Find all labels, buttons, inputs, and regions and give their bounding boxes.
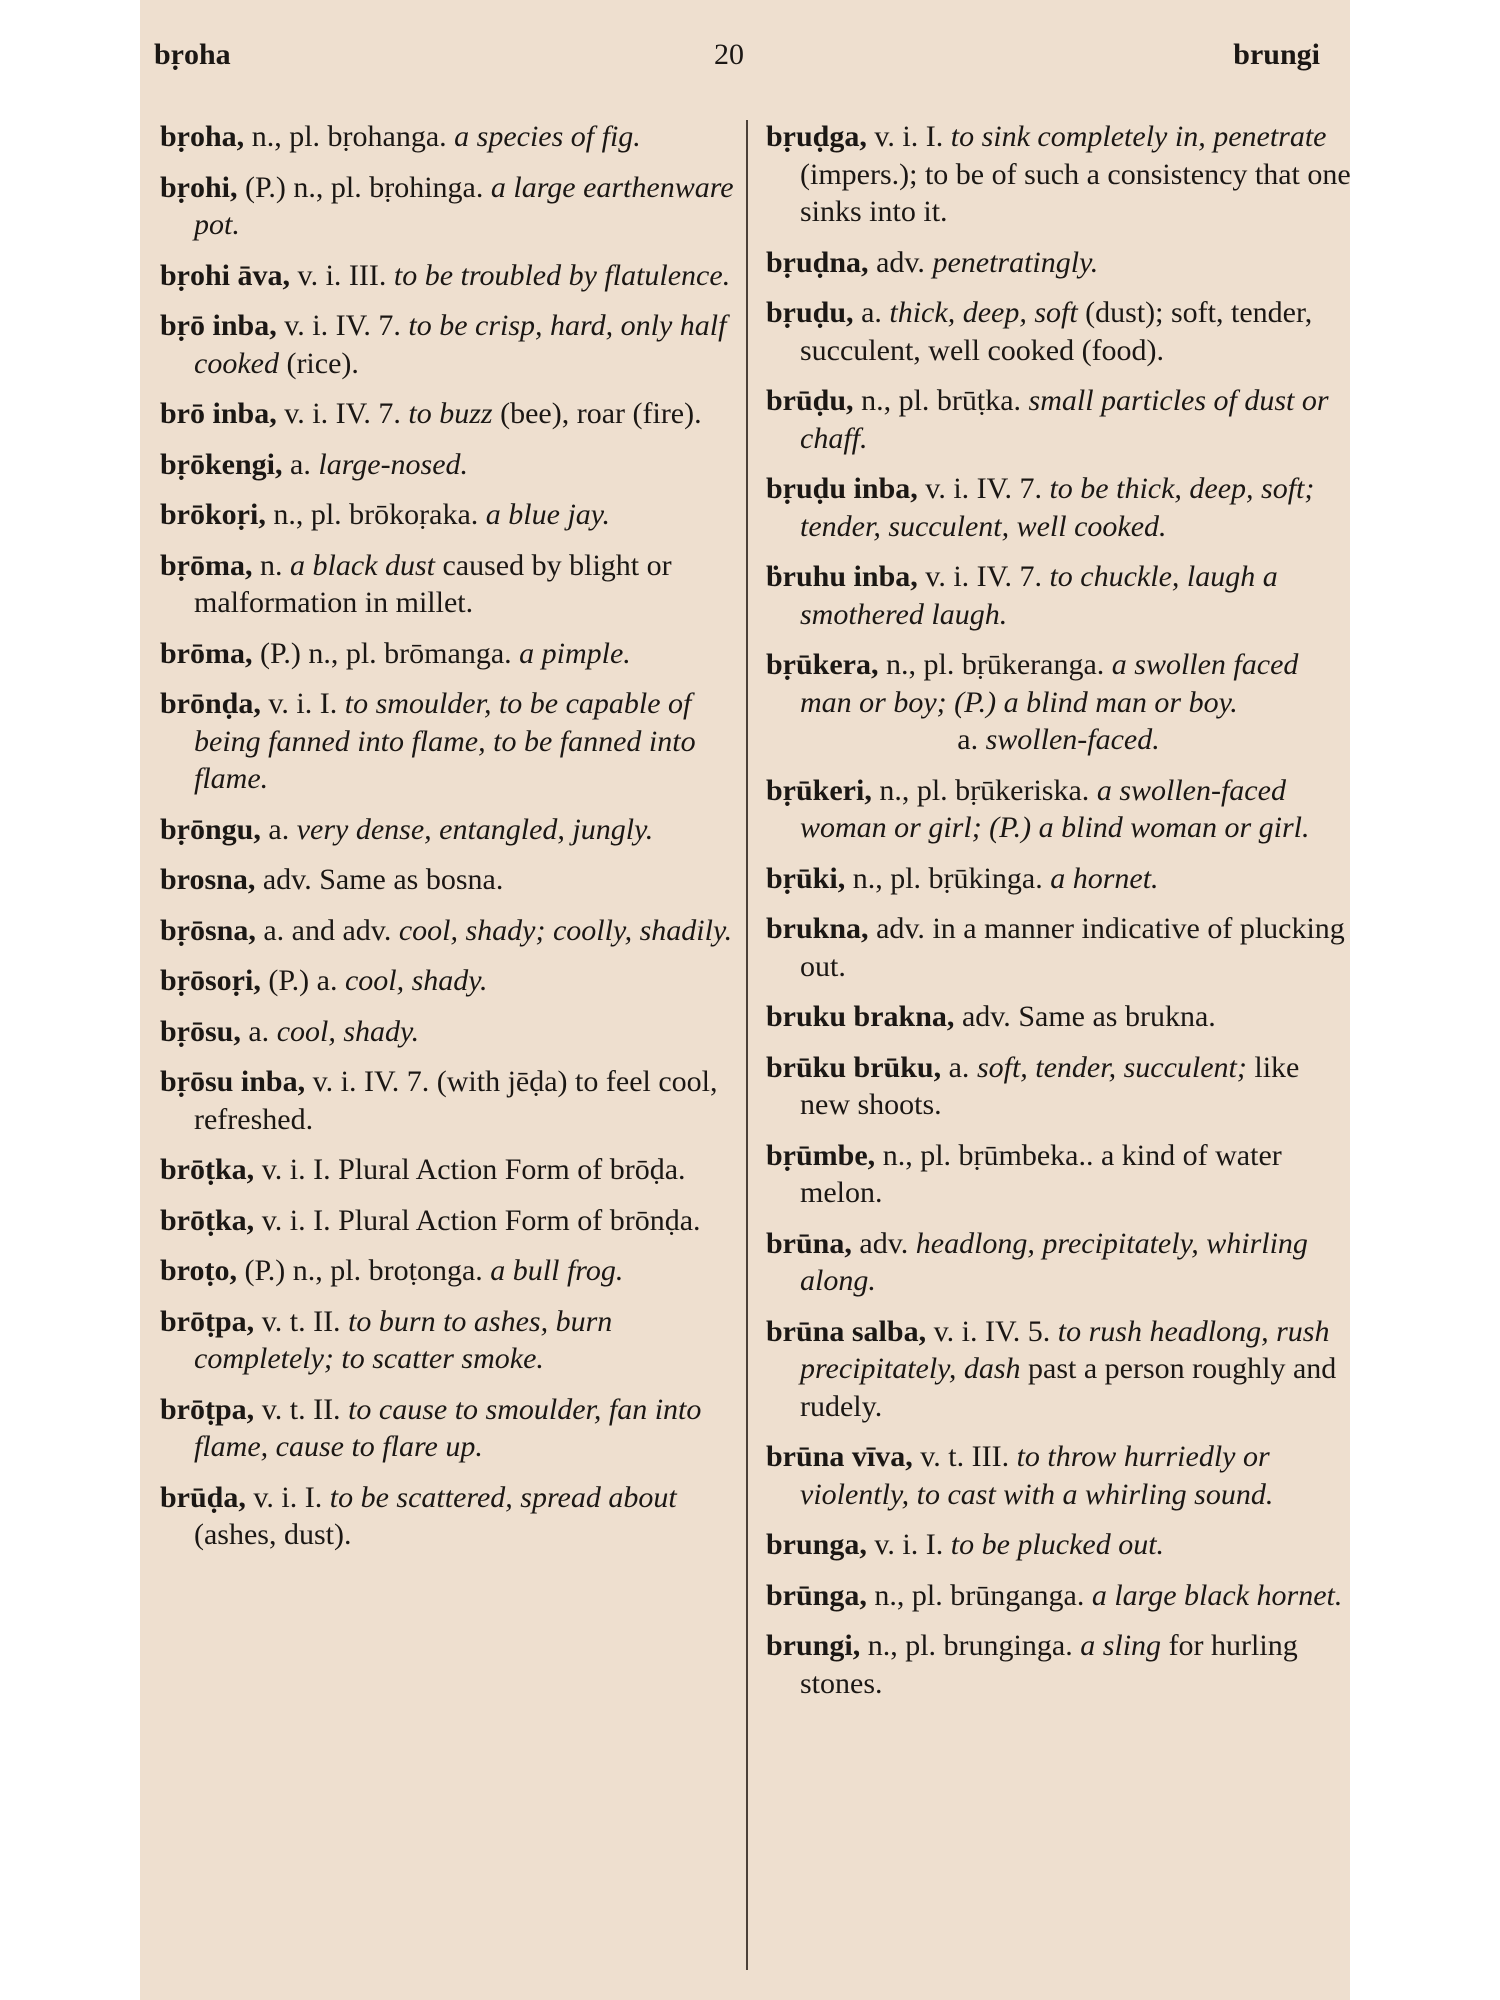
dictionary-entry — [160, 395, 745, 433]
dictionary-entry — [766, 1577, 1351, 1615]
definition-tail: Plural Action Form of brōḍa. — [338, 1153, 686, 1186]
dictionary-entry — [766, 244, 1351, 282]
definition: headlong, precipitately, whirling along. — [800, 1226, 1308, 1297]
grammar-note: n., pl. bṛūkinga. — [852, 861, 1043, 895]
dictionary-entry — [766, 910, 1351, 985]
grammar-note: v. i. III. — [297, 258, 387, 292]
headword: bṛuḍna, — [766, 245, 869, 279]
definition: swollen-faced. — [985, 723, 1160, 756]
dictionary-entry — [160, 811, 745, 849]
definition: to chuckle, laugh a smothered laugh. — [800, 560, 1278, 631]
grammar-note: n., pl. bṛūmbeka.. — [882, 1138, 1094, 1172]
dictionary-entry — [160, 912, 745, 950]
dictionary-entry — [766, 1627, 1351, 1702]
headword: bṛōsna, — [160, 913, 256, 947]
definition: cool, shady; coolly, shadily. — [398, 913, 733, 947]
grammar-note: a. — [957, 723, 979, 756]
definition: a swollen-faced woman or girl; (P.) a blind woman or girl. — [800, 773, 1310, 844]
headword: bṛōkengi, — [160, 447, 283, 481]
headword: brukna, — [766, 912, 869, 945]
definition-tail: for hurling stones. — [800, 1629, 1298, 1700]
grammar-note: adv. — [961, 1000, 1011, 1033]
dictionary-entry — [766, 558, 1351, 633]
headword: brūḍu, — [766, 384, 854, 417]
grammar-note: (P.) n., pl. brōmanga. — [260, 636, 512, 670]
grammar-note: n., pl. bṛūkeranga. — [886, 648, 1105, 681]
definition-tail: past a person roughly and rudely. — [800, 1352, 1337, 1423]
dictionary-entry — [766, 772, 1351, 847]
headword: bṛuḍu, — [766, 296, 854, 329]
dictionary-entry — [160, 307, 745, 382]
headword: bṛūkeri, — [766, 773, 872, 807]
grammar-note: v. i. IV. 7. — [284, 397, 401, 430]
headword: brūnga, — [766, 1578, 867, 1612]
dictionary-entry — [160, 118, 745, 156]
grammar-note: v. i. I. — [874, 1528, 944, 1561]
definition: to cause to smoulder, fan into flame, cause to flare up. — [194, 1392, 702, 1463]
definition: to rush headlong, rush precipitately, dash — [800, 1314, 1330, 1385]
definition-tail: (rice). — [286, 346, 359, 380]
dictionary-entry — [160, 169, 745, 244]
headword: bṛōma, — [160, 548, 253, 582]
definition: to be plucked out. — [950, 1528, 1165, 1561]
dictionary-entry — [766, 646, 1351, 721]
definition-tail: (impers.); to be of such a consistency that one sinks into it. — [800, 157, 1351, 228]
headword: brōṭpa, — [160, 1392, 255, 1426]
dictionary-entry — [766, 1137, 1351, 1212]
headword: bruku brakna, — [766, 1000, 955, 1033]
grammar-note: v. i. I. — [268, 687, 338, 720]
headword: bṛohi, — [160, 170, 238, 204]
headword: bṛoha, — [160, 120, 245, 153]
running-head — [140, 38, 1350, 88]
headword: bṛōngu, — [160, 812, 261, 846]
grammar-note: v. i. I. — [261, 1203, 331, 1237]
definition: soft, tender, succulent; — [976, 1050, 1247, 1084]
grammar-note: v. i. I. — [874, 120, 944, 153]
definition: to be thick, deep, soft; tender, succulent, well cooked. — [800, 472, 1315, 543]
left-guide-word: bṛoha — [154, 38, 231, 71]
definition: a blue jay. — [485, 498, 610, 531]
dictionary-entry — [766, 1313, 1351, 1426]
headword: bṛuḍu inba, — [766, 472, 918, 505]
definition-tail: Same as brukna. — [1018, 1000, 1216, 1033]
grammar-note: (P.) n., pl. bṛohinga. — [245, 170, 484, 204]
dictionary-entry — [160, 685, 745, 798]
grammar-note: a. — [290, 447, 311, 481]
dictionary-entry — [766, 721, 1351, 759]
headword: brōkoṛi, — [160, 498, 266, 531]
definition-tail: (ashes, dust). — [194, 1518, 352, 1551]
grammar-note: adv. — [859, 1226, 909, 1260]
definition-tail: (bee), roar (fire). — [500, 397, 702, 430]
dictionary-entry — [160, 1013, 745, 1051]
headword: brosna, — [160, 863, 256, 896]
grammar-note: a. — [948, 1050, 970, 1084]
definition: large-nosed. — [318, 447, 469, 481]
dictionary-entry — [766, 118, 1351, 231]
dictionary-entry — [160, 1063, 745, 1138]
definition: to be crisp, hard, only half cooked — [194, 309, 727, 380]
dictionary-entry — [766, 1225, 1351, 1300]
grammar-note: v. i. I. — [261, 1153, 331, 1186]
grammar-note: n., pl. brūnganga. — [874, 1578, 1085, 1612]
headword: brōṭka, — [160, 1153, 255, 1186]
right-column — [766, 118, 1351, 1715]
definition: very dense, entangled, jungly. — [296, 812, 654, 846]
definition: a large earthenware pot. — [194, 170, 734, 241]
page-number: 20 — [714, 38, 744, 71]
definition-tail: caused by blight or malformation in millet. — [194, 548, 672, 619]
dictionary-entry — [160, 962, 745, 1000]
definition: small particles of dust or chaff. — [800, 384, 1329, 455]
grammar-note: (P.) n., pl. broṭonga. — [244, 1254, 483, 1287]
headword: bṛōsu inba, — [160, 1065, 306, 1098]
dictionary-entry — [766, 470, 1351, 545]
grammar-note: v. i. IV. 7. — [925, 472, 1042, 505]
dictionary-entry — [160, 547, 745, 622]
grammar-note: v. i. IV. 7. — [925, 560, 1042, 593]
grammar-note: v. t. II. — [261, 1392, 341, 1426]
dictionary-entry — [766, 1049, 1351, 1124]
grammar-note: a. — [268, 812, 290, 846]
headword: bṛōsu, — [160, 1014, 241, 1048]
grammar-note: v. i. IV. 7. — [312, 1065, 430, 1098]
grammar-note: adv. — [876, 912, 925, 945]
grammar-note: n., pl. brūṭka. — [861, 384, 1022, 417]
headword: bṛūkera, — [766, 648, 879, 681]
definition-tail: Plural Action Form of brōnḍa. — [338, 1203, 701, 1237]
dictionary-entry — [160, 635, 745, 673]
dictionary-entry — [160, 1391, 745, 1466]
grammar-note: n., pl. brōkoṛaka. — [273, 498, 479, 531]
dictionary-page — [140, 0, 1350, 2000]
definition: to be troubled by flatulence. — [393, 258, 731, 292]
definition: a bull frog. — [490, 1254, 624, 1287]
dictionary-entry — [766, 294, 1351, 369]
definition: to be scattered, spread about — [329, 1480, 677, 1514]
headword: brūna, — [766, 1226, 852, 1260]
definition: penetratingly. — [932, 245, 1099, 279]
headword: brōnḍa, — [160, 687, 261, 720]
headword: bṛūmbe, — [766, 1138, 876, 1172]
headword: bṛō inba, — [160, 309, 277, 342]
grammar-note: v. t. III. — [920, 1440, 1010, 1473]
definition: to sink completely in, penetrate — [950, 120, 1327, 153]
left-column — [160, 118, 745, 1567]
headword: bṛuḍga, — [766, 120, 867, 153]
definition: to smoulder, to be capable of being fanned into flame, to be fanned into flame. — [194, 687, 696, 795]
grammar-note: v. i. IV. 5. — [933, 1314, 1051, 1348]
grammar-note: a. — [861, 296, 882, 329]
definition: to buzz — [408, 397, 493, 430]
definition-tail: like new shoots. — [800, 1050, 1300, 1121]
headword: brūḍa, — [160, 1480, 246, 1514]
grammar-note: v. t. II. — [261, 1304, 341, 1338]
grammar-note: n., pl. brunginga. — [867, 1629, 1073, 1662]
definition: a swollen faced man or boy; (P.) a blind man or boy. — [800, 648, 1299, 719]
definition: a pimple. — [519, 636, 631, 670]
dictionary-entry — [160, 1252, 745, 1290]
dictionary-entry — [160, 861, 745, 899]
definition-tail: a kind of water melon. — [800, 1138, 1282, 1209]
definition: a sling — [1080, 1629, 1162, 1662]
dictionary-entry — [160, 1202, 745, 1240]
dictionary-entry — [160, 496, 745, 534]
grammar-note: v. i. I. — [253, 1480, 323, 1514]
headword: bṛūki, — [766, 861, 846, 895]
grammar-note: adv. — [876, 245, 925, 279]
dictionary-entry — [160, 446, 745, 484]
dictionary-entry — [160, 1479, 745, 1554]
definition: to throw hurriedly or violently, to cast with a whirling sound. — [800, 1440, 1274, 1511]
dictionary-entry — [766, 860, 1351, 898]
definition-tail: in a manner indicative of plucking out. — [800, 912, 1345, 983]
grammar-note: a. and adv. — [263, 913, 392, 947]
headword: brunga, — [766, 1528, 867, 1561]
headword: brōṭpa, — [160, 1304, 255, 1338]
dictionary-entry — [766, 1438, 1351, 1513]
headword: brōma, — [160, 636, 253, 670]
grammar-note: v. i. IV. 7. — [284, 309, 401, 342]
dictionary-entry — [160, 257, 745, 295]
headword: brō inba, — [160, 397, 277, 430]
definition: cool, shady. — [276, 1014, 420, 1048]
grammar-note: n., pl. bṛohanga. — [251, 120, 447, 153]
dictionary-entry — [766, 382, 1351, 457]
definition: to burn to ashes, burn completely; to scatter smoke. — [194, 1304, 613, 1375]
headword: brungi, — [766, 1629, 861, 1662]
headword: brōṭka, — [160, 1203, 255, 1237]
headword: bṛohi āva, — [160, 258, 291, 292]
definition: a hornet. — [1050, 861, 1159, 895]
grammar-note: adv. — [262, 863, 312, 896]
headword: ḃruhu inba, — [766, 560, 918, 593]
grammar-note: a. — [248, 1014, 270, 1048]
definition: thick, deep, soft — [889, 296, 1078, 329]
dictionary-entry — [160, 1303, 745, 1378]
dictionary-entry — [766, 1526, 1351, 1564]
definition: a species of fig. — [454, 120, 641, 153]
dictionary-entry — [160, 1151, 745, 1189]
headword: brūna salba, — [766, 1314, 927, 1348]
headword: brūku brūku, — [766, 1050, 942, 1084]
definition: a large black hornet. — [1091, 1578, 1343, 1612]
dictionary-entry — [766, 998, 1351, 1036]
headword: brūna vīva, — [766, 1440, 913, 1473]
grammar-note: n. — [260, 548, 283, 582]
definition-tail: Same as bosna. — [319, 863, 504, 896]
right-guide-word: brungi — [1233, 38, 1320, 71]
grammar-note: n., pl. bṛūkeriska. — [879, 773, 1090, 807]
column-divider — [746, 120, 748, 1970]
definition: a black dust — [290, 548, 435, 582]
definition-tail: (dust); soft, tender, succulent, well cooked (food). — [800, 296, 1313, 367]
headword: broṭo, — [160, 1254, 237, 1287]
definition: cool, shady. — [344, 964, 488, 997]
definition-tail: (with jēḍa) to feel cool, refreshed. — [194, 1065, 718, 1136]
grammar-note: (P.) a. — [268, 964, 338, 997]
headword: bṛōsoṛi, — [160, 964, 261, 997]
